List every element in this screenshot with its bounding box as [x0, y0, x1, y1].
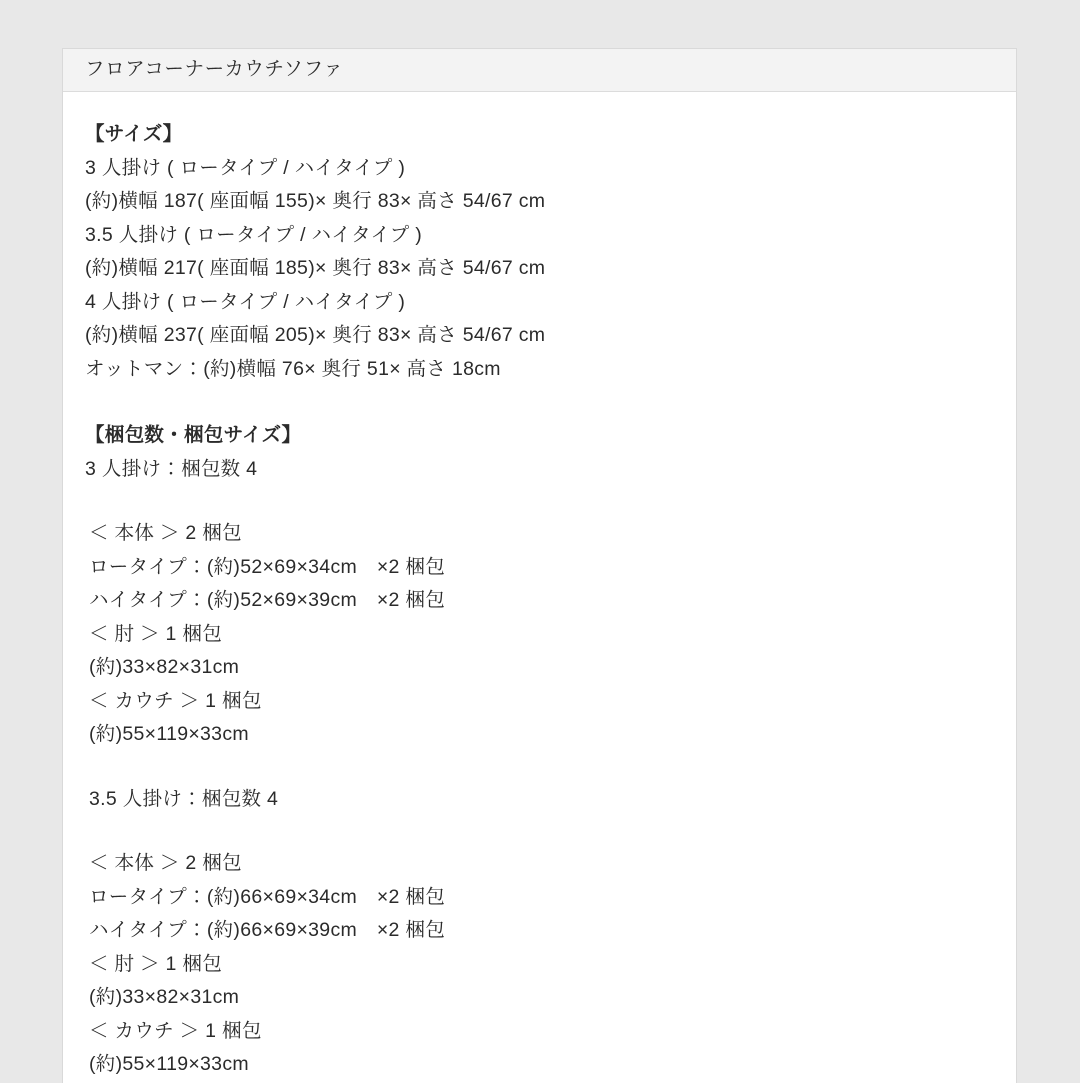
- section-packing-35seat: [85, 783, 994, 817]
- section-spacer: [85, 752, 994, 783]
- section-size: [85, 118, 994, 386]
- card-body: [63, 92, 1016, 1082]
- section-size-line: (約)横幅 187( 座面幅 155)× 奥行 83× 高さ 54/67 cm: [85, 190, 546, 212]
- packing-detail-line: ハイタイプ：(約)52×69×39cm ×2 梱包: [89, 589, 446, 611]
- packing-detail-line: ロータイプ：(約)52×69×34cm ×2 梱包: [89, 555, 446, 578]
- packing-detail-line: (約)55×119×33cm: [89, 723, 249, 745]
- packing-detail-line: ロータイプ：(約)66×69×34cm ×2 梱包: [89, 885, 446, 908]
- packing-detail-line: (約)55×119×33cm: [89, 1053, 249, 1075]
- card-header: [63, 49, 1016, 92]
- section-size-line: オットマン：(約)横幅 76× 奥行 51× 高さ 18cm: [85, 357, 501, 380]
- packing-detail-line: ＜ カウチ ＞ 1 梱包: [89, 1019, 262, 1042]
- packing-detail-line: (約)33×82×31cm: [89, 986, 240, 1008]
- section-spacer: [85, 486, 994, 517]
- section-packing-heading: 【梱包数・梱包サイズ】: [85, 424, 302, 446]
- section-size-line: (約)横幅 217( 座面幅 185)× 奥行 83× 高さ 54/67 cm: [85, 257, 546, 279]
- section-packing-3seat-detail: [85, 517, 994, 752]
- packing-detail-line: ＜ 本体 ＞ 2 梱包: [89, 852, 242, 874]
- section-size-line: 3.5 人掛け ( ロータイプ / ハイタイプ ): [85, 223, 423, 246]
- section-size-line: 3 人掛け ( ロータイプ / ハイタイプ ): [85, 156, 406, 179]
- section-size-heading: 【サイズ】: [85, 123, 183, 145]
- section-spacer: [85, 816, 994, 847]
- section-spacer: [85, 386, 994, 419]
- product-description-card: [62, 48, 1017, 1083]
- section-size-line: (約)横幅 237( 座面幅 205)× 奥行 83× 高さ 54/67 cm: [85, 324, 546, 346]
- section-size-line: 4 人掛け ( ロータイプ / ハイタイプ ): [85, 290, 406, 313]
- packing-35seat-line: 3.5 人掛け：梱包数 4: [89, 787, 279, 810]
- section-packing: [85, 419, 994, 486]
- packing-detail-line: ハイタイプ：(約)66×69×39cm ×2 梱包: [89, 919, 446, 941]
- packing-detail-line: ＜ 肘 ＞ 1 梱包: [89, 622, 223, 645]
- section-packing-35seat-detail: [85, 847, 994, 1082]
- section-packing-line: 3 人掛け：梱包数 4: [85, 457, 258, 480]
- packing-detail-line: (約)33×82×31cm: [89, 656, 240, 678]
- packing-detail-line: ＜ カウチ ＞ 1 梱包: [89, 689, 262, 712]
- packing-detail-line: ＜ 本体 ＞ 2 梱包: [89, 522, 242, 544]
- page-title: フロアコーナーカウチソファ: [85, 58, 344, 81]
- packing-detail-line: ＜ 肘 ＞ 1 梱包: [89, 952, 223, 975]
